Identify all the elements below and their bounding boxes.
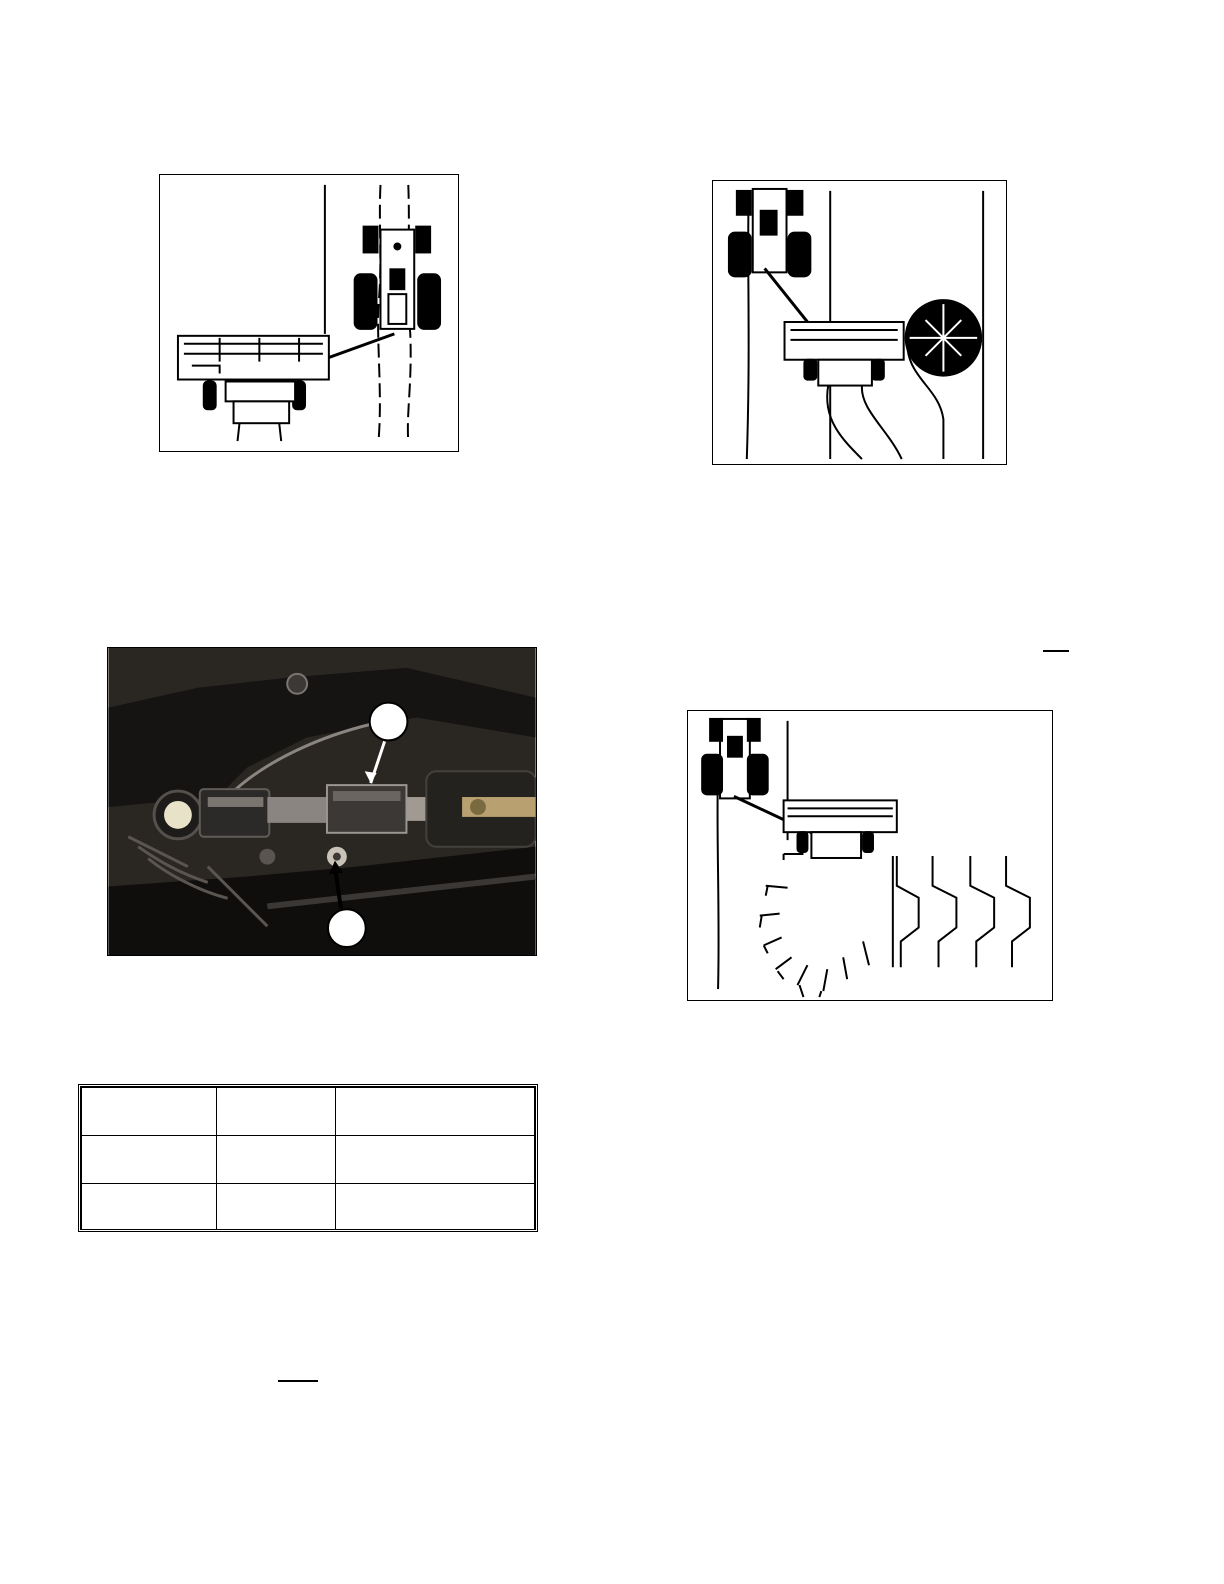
callout-circle-2: [328, 909, 366, 947]
underline-mark: [1043, 650, 1069, 652]
callout-circle-1: [370, 703, 408, 741]
table-cell: [216, 1136, 336, 1184]
figure-tractor-wagon-tree: [712, 180, 1007, 465]
table-cell: [216, 1184, 336, 1230]
figure-tractor-wagon-turn: [687, 710, 1053, 1001]
table-cell: [336, 1184, 535, 1230]
underline-mark: [278, 1380, 318, 1382]
tractor-wagon-turning-icon: [688, 711, 1052, 1000]
table-row: [82, 1136, 535, 1184]
figure-cylinder-photo: [107, 647, 537, 956]
figure-tractor-wagon-offset: [159, 174, 459, 452]
tractor-pulling-wagon-icon: [160, 175, 458, 451]
hydraulic-cylinder-photo: [108, 648, 536, 955]
table-cell: [216, 1088, 336, 1136]
table-cell: [82, 1088, 217, 1136]
spec-table: [78, 1084, 538, 1232]
table-row: [82, 1088, 535, 1136]
table-cell: [82, 1184, 217, 1230]
table-cell: [82, 1136, 217, 1184]
tractor-wagon-avoiding-tree-icon: [713, 181, 1006, 464]
table-cell: [336, 1136, 535, 1184]
table-row: [82, 1184, 535, 1230]
table-cell: [336, 1088, 535, 1136]
